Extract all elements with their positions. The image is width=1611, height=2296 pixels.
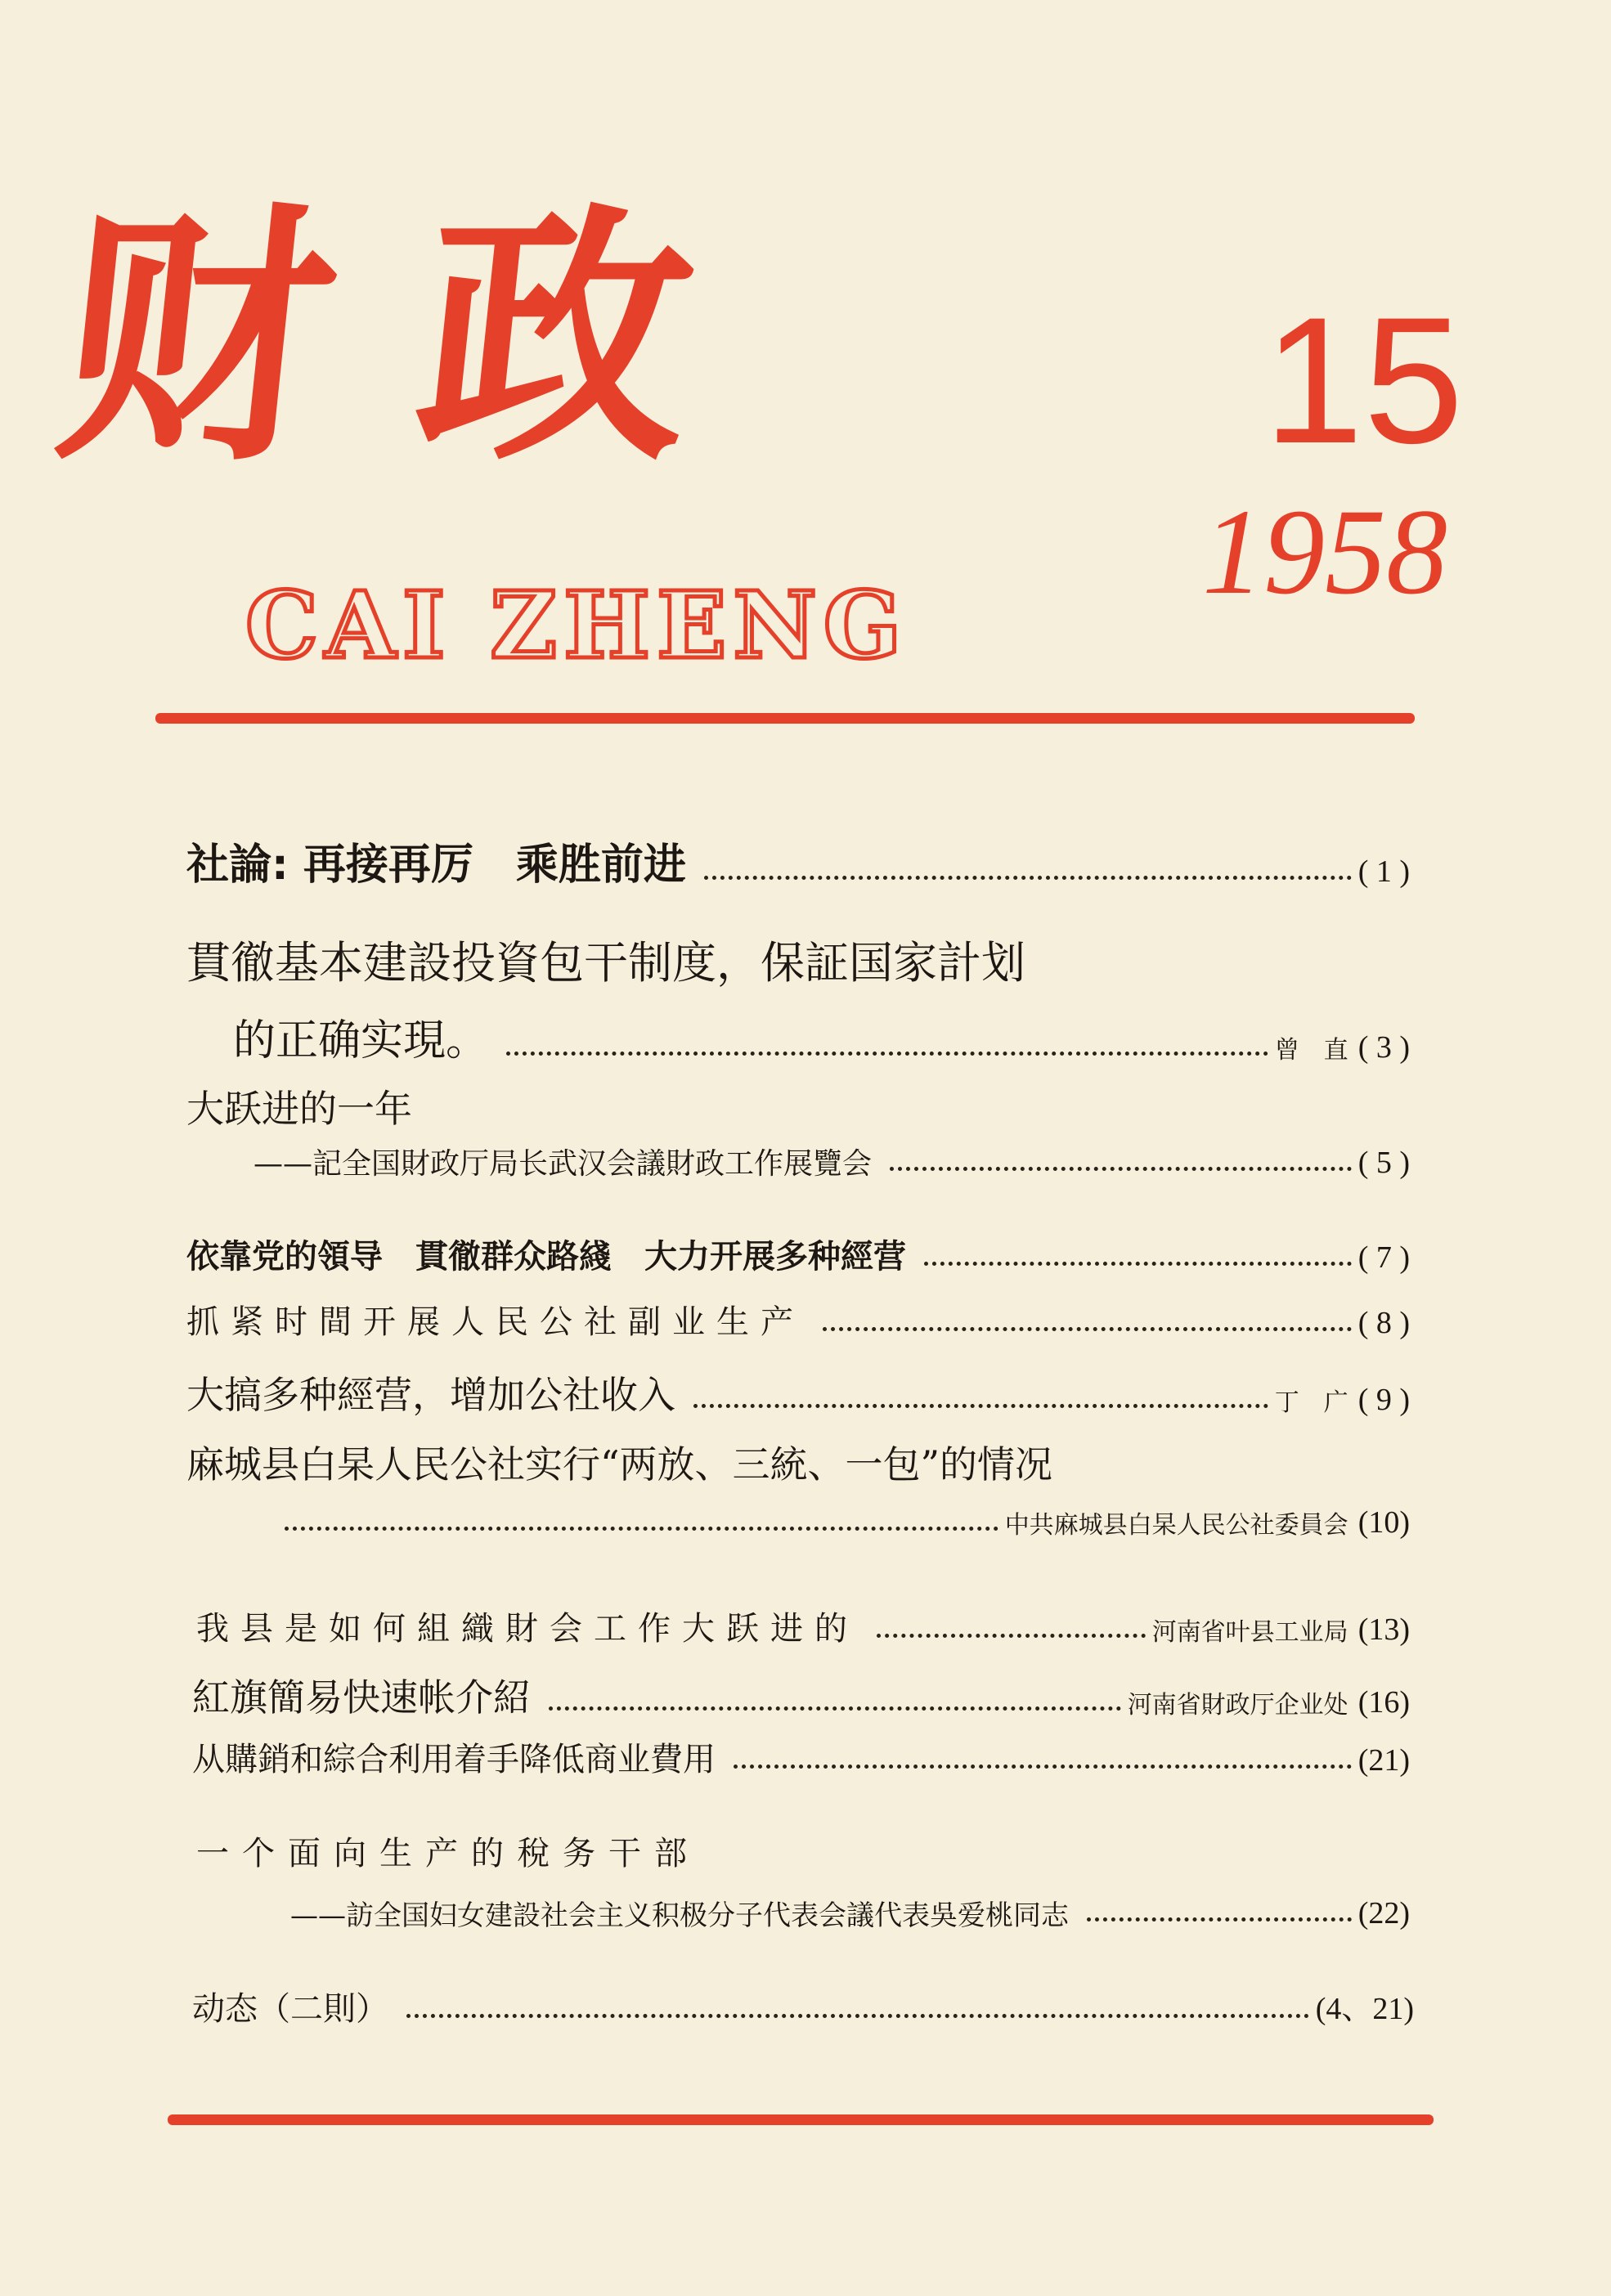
leader-dots bbox=[890, 1167, 1352, 1171]
toc-page: (21) bbox=[1357, 1743, 1410, 1778]
leader-dots bbox=[924, 1262, 1352, 1266]
toc-page: ( 5 ) bbox=[1357, 1146, 1410, 1180]
toc-title: 我县是如何組織財会工作大跃进的 bbox=[196, 1610, 859, 1648]
toc-page: (4、21) bbox=[1315, 1992, 1414, 2026]
toc-entry[interactable] bbox=[186, 1231, 1410, 1277]
bottom-divider bbox=[168, 2114, 1434, 2125]
leader-dots bbox=[285, 1527, 998, 1531]
toc-entry[interactable] bbox=[186, 1296, 1410, 1343]
toc-title: 从購銷和綜合利用着手降低商业費用 bbox=[192, 1741, 716, 1778]
toc-subtitle: ——記全国財政厅局长武汉会議財政工作展覽会 bbox=[254, 1147, 873, 1181]
top-divider bbox=[155, 713, 1415, 724]
issue-number: 15 bbox=[1263, 280, 1464, 481]
toc-entry[interactable] bbox=[192, 1733, 1410, 1780]
toc-title: 紅旗簡易快速帐介紹 bbox=[192, 1675, 531, 1720]
toc-title: 抓紧时間开展人民公社副业生产 bbox=[186, 1303, 805, 1341]
toc-entry[interactable] bbox=[233, 1006, 1410, 1067]
issue-year: 1958 bbox=[1202, 484, 1447, 620]
toc-author: 河南省叶县工业局 bbox=[1151, 1618, 1348, 1647]
leader-dots bbox=[704, 876, 1352, 880]
toc-author: 丁 广 bbox=[1274, 1388, 1348, 1417]
leader-dots bbox=[549, 1706, 1121, 1711]
toc-entry[interactable] bbox=[254, 1141, 1410, 1182]
masthead-title: 财政 bbox=[44, 182, 798, 496]
toc-author: 中共麻城县白杲人民公社委員会 bbox=[1004, 1511, 1348, 1540]
toc-entry[interactable] bbox=[192, 1983, 1414, 2029]
toc-entry[interactable] bbox=[290, 1893, 1410, 1933]
toc-author: 曾 直 bbox=[1274, 1036, 1348, 1065]
toc-entry[interactable] bbox=[278, 1505, 1410, 1542]
leader-dots bbox=[506, 1052, 1268, 1056]
toc-page: ( 8 ) bbox=[1357, 1306, 1410, 1340]
leader-dots bbox=[877, 1634, 1146, 1638]
toc-page: ( 1 ) bbox=[1357, 854, 1410, 889]
toc-author: 河南省財政厅企业处 bbox=[1127, 1691, 1348, 1720]
toc-entry[interactable] bbox=[186, 1365, 1410, 1419]
toc-page: (22) bbox=[1357, 1896, 1410, 1931]
leader-dots bbox=[734, 1765, 1352, 1769]
toc-entry[interactable] bbox=[186, 830, 1410, 891]
toc-title: 一个面向生产的稅务干部 bbox=[196, 1835, 700, 1872]
leader-dots bbox=[1087, 1917, 1352, 1922]
toc-page: (16) bbox=[1357, 1685, 1410, 1720]
toc-entry[interactable] bbox=[196, 1603, 1410, 1649]
toc-title: 依靠党的領导 貫徹群众路綫 大力开展多种經营 bbox=[186, 1238, 906, 1276]
toc-page: (10) bbox=[1357, 1505, 1410, 1540]
toc-title-line2: 的正确实現。 bbox=[233, 1016, 489, 1065]
toc-page: ( 9 ) bbox=[1357, 1383, 1410, 1417]
masthead-romanized: CAI ZHENG bbox=[245, 572, 909, 679]
toc-subtitle: ——訪全国妇女建設社会主义积极分子代表会議代表吳爱桃同志 bbox=[290, 1899, 1069, 1932]
toc-title: 麻城县白杲人民公社实行“两放、三統、一包”的情况 bbox=[186, 1442, 1053, 1487]
toc-title: 动态（二則） bbox=[192, 1990, 388, 2028]
toc-page: ( 7 ) bbox=[1357, 1240, 1410, 1275]
leader-dots bbox=[693, 1404, 1268, 1408]
toc-title: 大搞多种經营，增加公社收入 bbox=[186, 1373, 675, 1417]
toc-title-line1: 貫徹基本建設投資包干制度，保証国家計划 bbox=[186, 937, 1025, 989]
toc-page: ( 3 ) bbox=[1357, 1030, 1410, 1065]
leader-dots bbox=[823, 1327, 1352, 1331]
toc-page: (13) bbox=[1357, 1612, 1410, 1647]
toc-entry[interactable] bbox=[192, 1668, 1410, 1722]
leader-dots bbox=[406, 2014, 1309, 2018]
toc-title: 大跃进的一年 bbox=[186, 1087, 412, 1131]
toc-title: 社論: 再接再厉 乘胜前进 bbox=[186, 841, 686, 890]
